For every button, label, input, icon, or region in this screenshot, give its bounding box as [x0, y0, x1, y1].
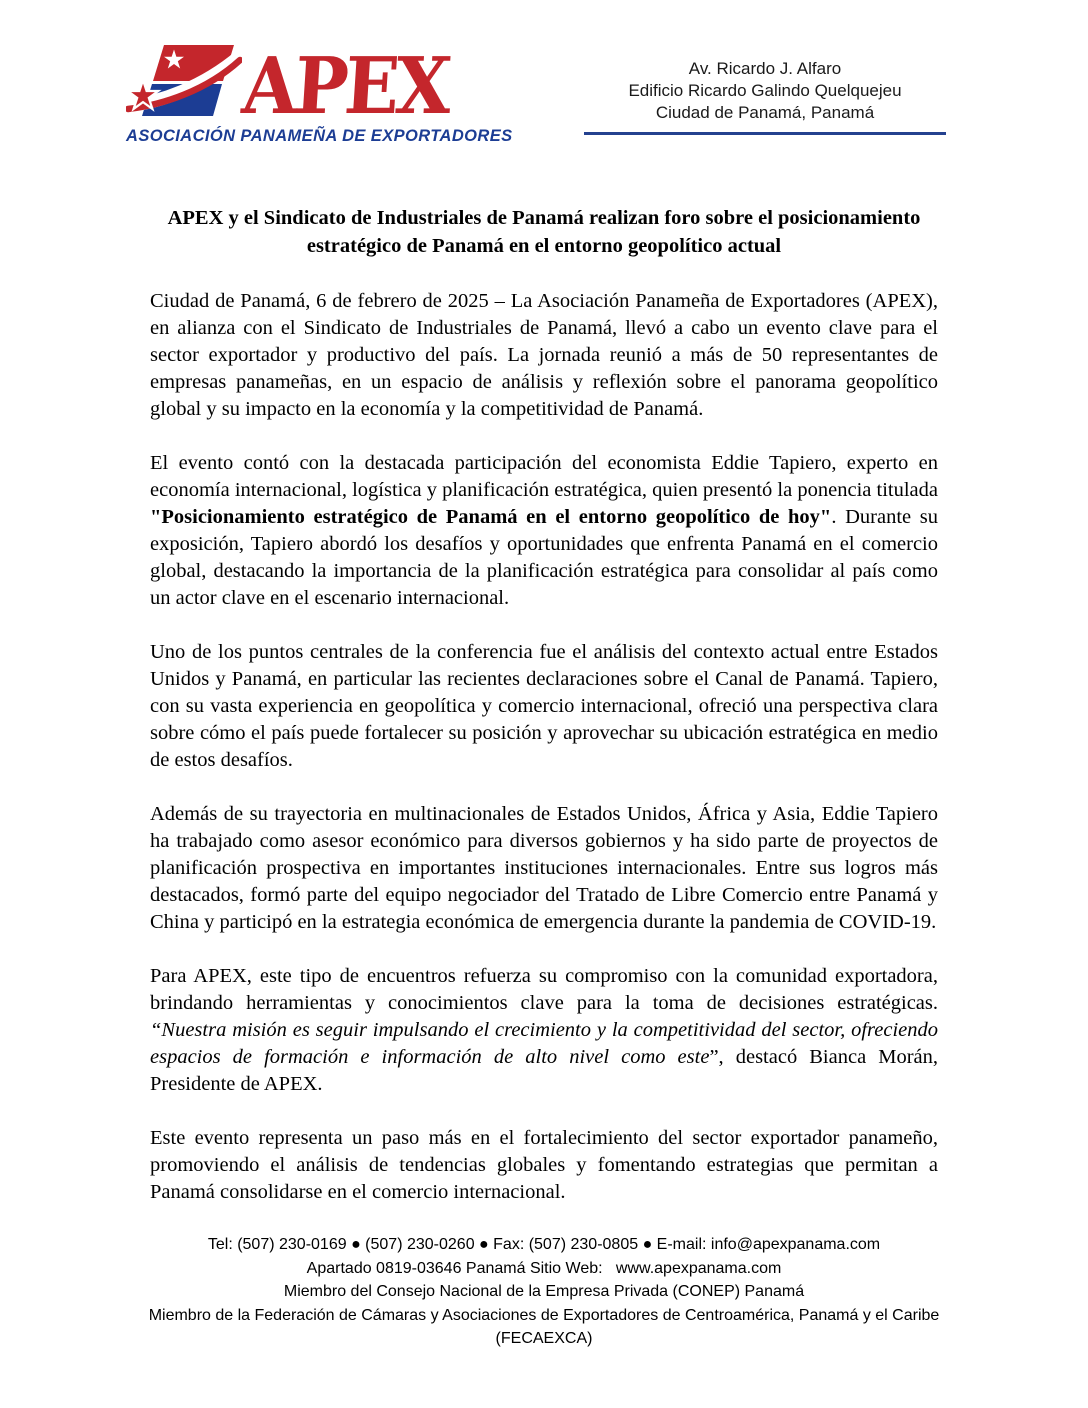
text-run: Ciudad de Panamá, 6 de febrero de 2025 – La Asociación Panameña de Exportadores (APEX), en alianza con el Sindicato de Industriales de Panamá, llevó a cabo un evento clave para el sector exportador y productivo del país. La jornada reunió a más de 50 representantes de empresas panameñas, en un espacio de análisis y reflexión sobre el panorama geopolítico global y su impacto en la economía y la competitividad de Panamá.: [150, 290, 938, 420]
text-run: Uno de los puntos centrales de la conferencia fue el análisis del contexto actual entre Estados Unidos y Panamá, en particular las recientes declaraciones sobre el Canal de Panamá. Tapiero, con su vasta experiencia en geopolítica y comercio internacional, ofreció una perspectiva clara sobre cómo el país puede fortalecer su posición y aprovechar su ubicación estratégica en medio de estos desafíos.: [150, 641, 938, 771]
address-line-3: Ciudad de Panamá, Panamá: [655, 103, 875, 122]
apex-flag-icon: [126, 42, 242, 124]
footer-fecaexca-abbr: (FECAEXCA): [495, 1330, 593, 1347]
text-run: Para APEX, este tipo de encuentros refuerza su compromiso con la comunidad exportadora, brindando herramientas y conocimientos clave para la toma de decisiones estratégicas.: [150, 965, 938, 1014]
paragraph-2: [150, 450, 938, 612]
text-run: Además de su trayectoria en multinacionales de Estados Unidos, África y Asia, Eddie Tapiero ha trabajado como asesor económico para diversos gobiernos y ha sido parte de proyectos de planificación prospectiva en importantes instituciones internacionales. Entre sus logros más destacados, formó parte del equipo negociador del Tratado de Libre Comercio entre Panamá y China y participó en la estrategia económica de emergencia durante la pandemia de COVID-19.: [150, 803, 938, 933]
logo-tagline: ASOCIACIÓN PANAMEÑA DE EXPORTADORES: [126, 127, 513, 145]
paragraph-6: [150, 1125, 938, 1206]
text-run: Este evento representa un paso más en el fortalecimiento del sector exportador panameño, promoviendo el análisis de tendencias globales y fomentando estrategias que permitan a Panamá consolidarse en el comercio internacional.: [150, 1127, 938, 1203]
page-title: APEX y el Sindicato de Industriales de Panamá realizan foro sobre el posicionamiento estratégico de Panamá en el entorno geopolítico actual: [167, 207, 921, 257]
text-run: El evento contó con la destacada participación del economista Eddie Tapiero, experto en economía internacional, logística y planificación estratégica, quien presentó la ponencia titulada: [150, 452, 938, 501]
footer: [94, 1233, 994, 1351]
logo-row: [126, 40, 466, 132]
text-run-italic: “Nuestra misión es seguir impulsando el crecimiento y la competitividad del sector, ofreciendo espacios de formación e información de alto nivel como este: [150, 1019, 938, 1068]
address-line-1: Av. Ricardo J. Alfaro: [688, 59, 842, 78]
paragraph-3: [150, 639, 938, 774]
footer-apartado-line: Apartado 0819-03646 Panamá Sitio Web: www.apexpanama.com: [306, 1259, 782, 1277]
text-run: ”, destacó Bianca Morán, Presidente de APEX.: [150, 1046, 939, 1095]
footer-fecaexca-line: Miembro de la Federación de Cámaras y Asociaciones de Exportadores de Centroamérica, Panamá y el Caribe: [148, 1306, 940, 1324]
paragraph-1: [150, 288, 938, 423]
footer-conep-line: Miembro del Consejo Nacional de la Empresa Privada (CONEP) Panamá: [283, 1283, 805, 1300]
address-line-2: Edificio Ricardo Galindo Quelquejeu: [628, 81, 902, 100]
footer-contact-line: Tel: (507) 230-0169 ● (507) 230-0260 ● Fax: (507) 230-0805 ● E-mail: info@apexpanama.com: [207, 1236, 881, 1253]
paragraph-4: [150, 801, 938, 936]
apex-logo: [126, 40, 513, 146]
letterhead: [0, 0, 1088, 146]
address-block: [584, 58, 946, 135]
text-run-bold: "Posicionamiento estratégico de Panamá en el entorno geopolítico de hoy": [150, 506, 832, 528]
paragraph-5: [150, 963, 938, 1098]
text-run: . Durante su exposición, Tapiero abordó los desafíos y oportunidades que enfrenta Panamá en el comercio global, destacando la importancia de la planificación estratégica para consolidar al país como un actor clave en el escenario internacional.: [150, 506, 938, 609]
document-body: [150, 288, 938, 1206]
brand-wordmark: APEX: [239, 40, 451, 132]
